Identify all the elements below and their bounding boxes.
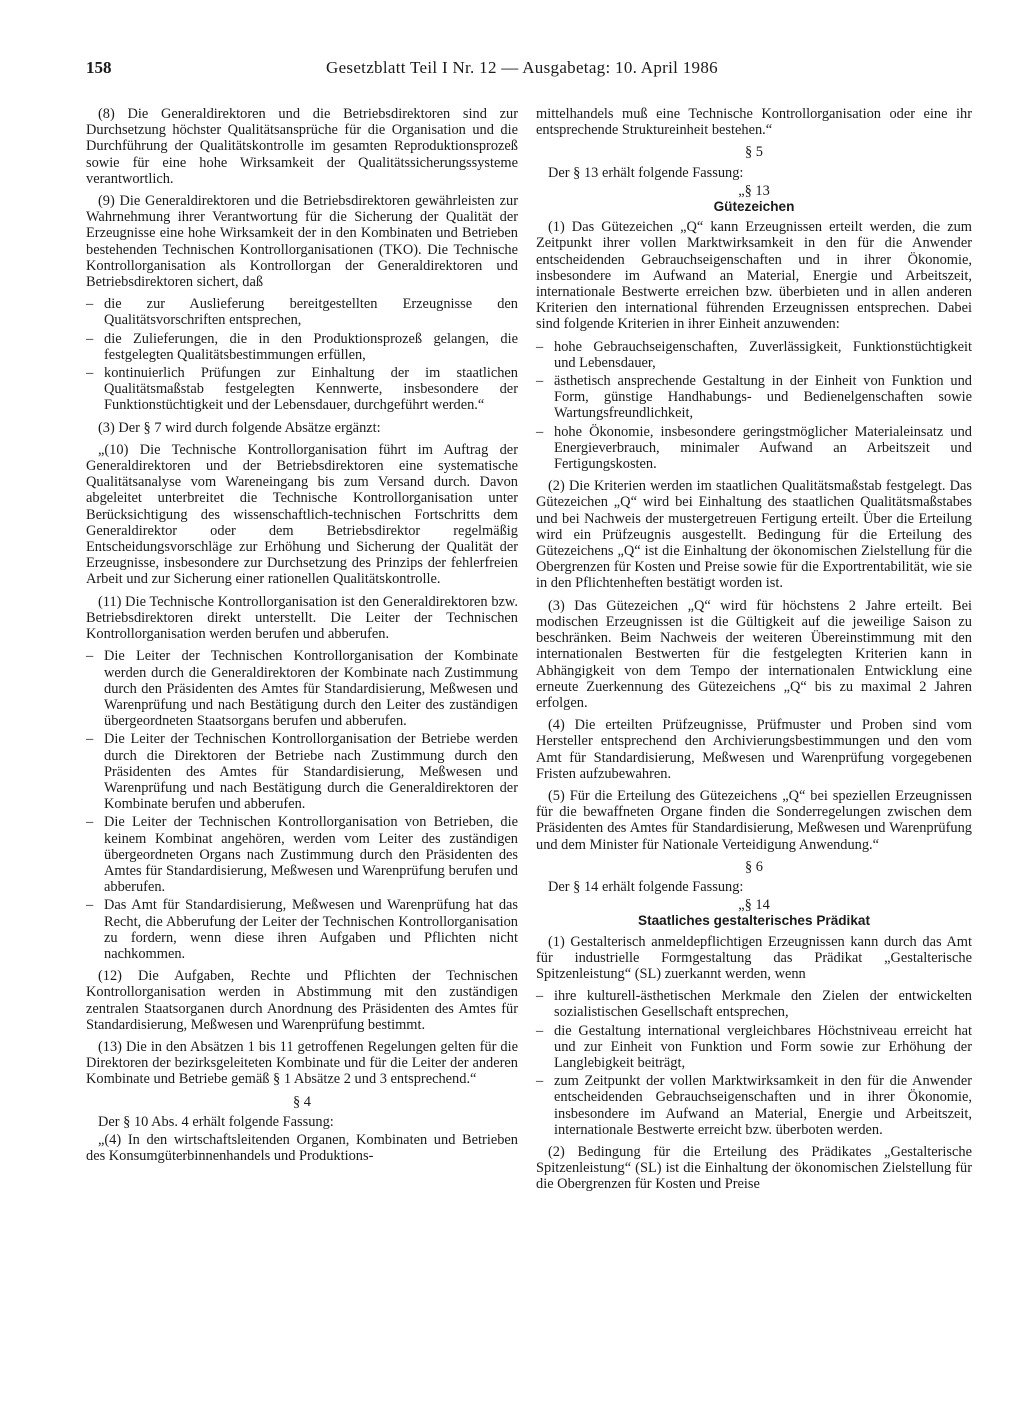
subsection-14-number: „§ 14: [738, 897, 770, 914]
section-4-heading: § 4: [293, 1093, 311, 1110]
predicate-criteria-list: [536, 988, 972, 1138]
criteria-list: [536, 339, 972, 473]
left-column: [86, 106, 518, 1170]
paragraph-9: (9) Die Generaldirektoren und die Betriebsdirektoren gewährleisten zur Wahrnehmung ihrer Verantwortung für die Sicherung der Qualität der Erzeugnisse eine hohe Wirksamkeit der in den Kombinaten und Betrieben bestehenden Technischen Kontrollorganisationen (TKO). Die Technische Kontrollorganisation als Kontrollorgan der Generaldirektoren und Betriebsdirektoren sichert, daß: [86, 193, 518, 291]
list-item: – hohe Gebrauchseigenschaften, Zuverlässigkeit, Funktionstüchtigkeit und Lebensdauer,: [536, 339, 972, 371]
section-5-heading: § 5: [745, 144, 763, 161]
paragraph-11: (11) Die Technische Kontrollorganisation ist den Generaldirektoren bzw. Betriebsdirektoren direkt unterstellt. Die Leiter der Technischen Kontrollorganisation werden berufen und abberufen.: [86, 593, 518, 643]
paragraph-13-4: (4) Die erteilten Prüfzeugnisse, Prüfmuster und Proben sind vom Hersteller entsprechend den Archivierungsbestimmungen und den vom Amt für Standardisierung, Meßwesen und Warenprüfung vorgegebenen Fristen aufzubewahren.: [536, 717, 972, 782]
section-6-intro: Der § 14 erhält folgende Fassung:: [548, 878, 744, 895]
list-item: – die Zulieferungen, die in den Produktionsprozeß gelangen, die festgelegten Qualitätsbestimmungen erfüllen,: [86, 331, 518, 363]
list-item: – Die Leiter der Technischen Kontrollorganisation der Betriebe werden durch die Direktoren der Betriebe nach Zustimmung durch den Präsidenten des Amtes für Standardisierung, Meßwesen und Warenprüfung und nach Bestätigung durch die Generaldirektoren der Kombinate berufen und abberufen.: [86, 731, 518, 812]
paragraph-13-5: (5) Für die Erteilung des Gütezeichens „Q“ bei speziellen Erzeugnissen für die bewaffneten Organe finden die Sonderregelungen zwischen dem Präsidenten des Amtes für Standardisierung, Meßwesen und Warenprüfung und dem Minister für Nationale Verteidigung Anwendung.“: [536, 787, 972, 853]
subsection-13-number: „§ 13: [738, 182, 770, 199]
paragraph-14-2: (2) Bedingung für die Erteilung des Prädikates „Gestalterische Spitzenleistung“ (SL) ist die Einhaltung der ökonomischen Zielstellung für die Obergrenzen für Kosten und Preise: [536, 1143, 972, 1193]
list-item: – Das Amt für Standardisierung, Meßwesen und Warenprüfung hat das Recht, die Abberufung der Leiter der Technischen Kontrollorganisation zu fordern, wenn diese ihren Aufgaben und Pflichten nicht nachkommen.: [86, 897, 518, 962]
list-item: – ihre kulturell-ästhetischen Merkmale den Zielen der entwickelten sozialistischen Gesellschaft entsprechen,: [536, 988, 972, 1020]
subsection-13-title: Gütezeichen: [713, 199, 795, 215]
list-item: – hohe Ökonomie, insbesondere geringstmöglicher Materialeinsatz und Energieverbrauch, minimaler Aufwand an Arbeitszeit und Fertigungskosten.: [536, 424, 972, 473]
right-column: [536, 106, 972, 1199]
section-5-intro: Der § 13 erhält folgende Fassung:: [548, 164, 744, 181]
paragraph-3: (3) Der § 7 wird durch folgende Absätze ergänzt:: [98, 419, 381, 436]
paragraph-13-3: (3) Das Gütezeichen „Q“ wird für höchstens 2 Jahre erteilt. Bei modischen Erzeugnissen ist die Gültigkeit auf die jeweilige Saison zu beschränken. Beim Nachweis der weiteren Übereinstimmung mit den internationalen Bestwerten für die festgelegten Kriterien kann in Abhängigkeit von dem Tempo der internationalen Entwicklung eine erneute Zuerkennung des Gütezeichens „Q“ bis zu maximal 2 Jahren erfolgen.: [536, 597, 972, 711]
list-item: – zum Zeitpunkt der vollen Marktwirksamkeit in den für die Anwender entscheidenden Gebrauchseigenschaften und in ihrer Ökonomie, insbesondere im Aufwand an Material, Energie und Arbeitszeit, internationale Bestwerte erreicht bzw. überboten werden.: [536, 1073, 972, 1138]
section-6-heading: § 6: [745, 858, 763, 875]
list-item: – die zur Auslieferung bereitgestellten Erzeugnisse den Qualitätsvorschriften entsprechen,: [86, 296, 518, 328]
paragraph-13-2: (2) Die Kriterien werden im staatlichen Qualitätsmaßstab festgelegt. Das Gütezeichen „Q“ wird bei Einhaltung des staatlichen Qualitätsmaßstabes und bei Nachweis der mustergetreuen Fertigung erteilt. Über die Erteilung wird ein Prüfzeugnis ausgestellt. Bedingung für die Erteilung des Gütezeichens „Q“ ist die Einhaltung der ökonomischen Zielstellung für die Obergrenzen für Kosten und Preise sowie für die Exportrentabilität, wie sie in den Pflichtenheften bestätigt worden ist.: [536, 478, 972, 592]
paragraph-14-1: (1) Gestalterisch anmeldepflichtigen Erzeugnissen kann durch das Amt für industrielle Formgestaltung das Prädikat „Gestalterische Spitzenleistung“ (SL) zuerkannt werden, wenn: [536, 933, 972, 982]
paragraph-8: (8) Die Generaldirektoren und die Betriebsdirektoren sind zur Durchsetzung höchster Qualitätsansprüche für die Organisation und die Durchführung der Qualitätskontrolle im gesamten Reproduktionsprozeß sowie für eine hohe Wirksamkeit der Qualitätssicherungssysteme verantwortlich.: [86, 106, 518, 187]
list-item: – Die Leiter der Technischen Kontrollorganisation von Betrieben, die keinem Kombinat angehören, werden vom Leiter des zuständigen übergeordneten Organs nach Zustimmung durch den Präsidenten des Amtes für Standardisierung, Meßwesen und Warenprüfung berufen und abberufen.: [86, 814, 518, 895]
list-item: – kontinuierlich Prüfungen zur Einhaltung der im staatlichen Qualitätsmaßstab festgelegten Kennwerte, insbesondere der Funktionstüchtigkeit und der Lebensdauer, durchgeführt werden.“: [86, 365, 518, 414]
paragraph-9-list: [86, 296, 518, 413]
paragraph-12: (12) Die Aufgaben, Rechte und Pflichten der Technischen Kontrollorganisation werden in Abstimmung mit den zuständigen zentralen Staatsorganen durch Anordnung des Präsidenten des Amtes für Standardisierung, Meßwesen und Warenprüfung bestimmt.: [86, 968, 518, 1033]
subsection-14-title: Staatliches gestalterisches Prädikat: [638, 913, 870, 929]
paragraph-10: „(10) Die Technische Kontrollorganisation führt im Auftrag der Generaldirektoren und der Betriebsdirektoren eine systematische Qualitätsanalyse vom Wareneingang bis zum Versand durch. Davon abgeleitet unterbreitet die Technische Kontrollorganisation unter Berücksichtigung des wissenschaftlich-technischen Fortschritts dem Generaldirektor oder dem Betriebsdirektor regelmäßig Entscheidungsvorschläge zur Erhöhung und Sicherung der Qualität der Erzeugnisse, insbesondere zur Durchsetzung des Prinzips der fehlerfreien Arbeit und zur Sicherung einer rationellen Qualitätskontrolle.: [86, 441, 518, 588]
paragraph-13: (13) Die in den Absätzen 1 bis 11 getroffenen Regelungen gelten für die Direktoren der bezirksgeleiteten Kombinate und für die Leiter der anderen Kombinate und Betriebe gemäß § 1 Absätze 2 und 3 entsprechend.“: [86, 1038, 518, 1088]
paragraph-13-1: (1) Das Gütezeichen „Q“ kann Erzeugnissen erteilt werden, die zum Zeitpunkt ihrer vollen Marktwirksamkeit in den für die Anwender entscheidenden Gebrauchseigenschaften und in ihrer Ökonomie, insbesondere im Aufwand an Material, Energie und Arbeitszeit, internationale Bestwerte erreichen bzw. überbieten und in allen anderen Kriterien den international führenden Erzeugnissen entsprechen. Dabei sind folgende Kriterien in ihrer Einheit anzuwenden:: [536, 219, 972, 333]
section-4-text: „(4) In den wirtschaftsleitenden Organen, Kombinaten und Betrieben des Konsumgüterbinnenhandels und Produktions-: [86, 1131, 518, 1165]
list-item: – die Gestaltung international vergleichbares Höchstniveau erreicht hat und zur Einheit von Funktion und Form sowie zur Erhöhung der Langlebigkeit beiträgt,: [536, 1023, 972, 1072]
list-item: – ästhetisch ansprechende Gestaltung in der Einheit von Funktion und Form, günstige Handhabungs- und Bedienelgenschaften sowie Wartungsfreundlichkeit,: [536, 373, 972, 422]
page-header: Gesetzblatt Teil I Nr. 12 — Ausgabetag: 10. April 1986: [326, 58, 718, 77]
section-4-intro: Der § 10 Abs. 4 erhält folgende Fassung:: [98, 1113, 334, 1130]
continued-text: mittelhandels muß eine Technische Kontrollorganisation oder eine ihr entsprechende Struktureinheit bestehen.“: [536, 106, 972, 139]
paragraph-11-list: [86, 648, 518, 962]
list-item: – Die Leiter der Technischen Kontrollorganisation der Kombinate werden durch die Generaldirektoren der Kombinate nach Zustimmung durch den Präsidenten des Amtes für Standardisierung, Meßwesen und Warenprüfung und nach Bestätigung durch den Leiter des zuständigen übergeordneten Staatsorgans berufen und abberufen.: [86, 648, 518, 729]
page-number: 158: [86, 58, 112, 77]
